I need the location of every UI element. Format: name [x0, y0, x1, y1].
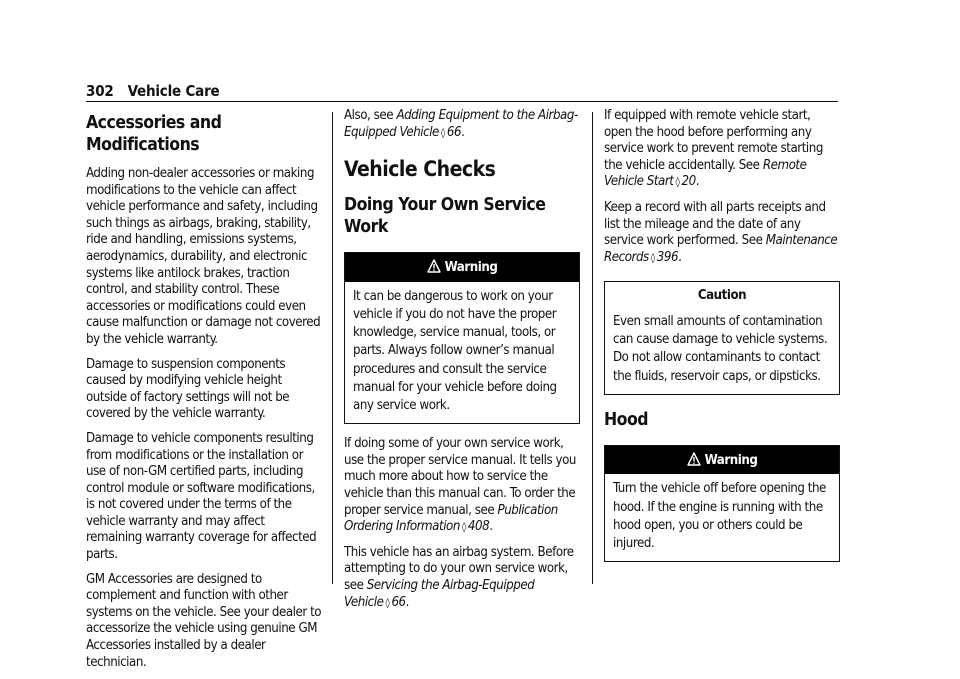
- page-reference-number[interactable]: 66: [446, 124, 462, 140]
- caution-title: Caution: [605, 282, 839, 307]
- column-divider-2: [592, 112, 593, 584]
- paragraph: Adding non-dealer accessories or making modifications to the vehicle can affect vehicle performance and safety, including such things as airbags, braking, stability, ride and handling, emissions systems, aerodynamics, durability, and electronic systems like antilock brakes, traction control, and stability control. These accessories or modifications could even cause malfunction or damage not covered by the vehicle warranty.: [86, 166, 321, 347]
- paragraph: Damage to suspension components caused by modifying vehicle height outside of factory settings will not be covered by the vehicle warranty.: [86, 356, 290, 422]
- page-reference-icon: ◊: [675, 177, 680, 189]
- cross-reference-link[interactable]: Publication Ordering Information: [344, 502, 558, 535]
- page-reference-icon: ◊: [650, 252, 655, 264]
- page-reference-number[interactable]: 408: [467, 519, 490, 535]
- cross-reference-link[interactable]: Remote Vehicle Start: [604, 157, 807, 190]
- paragraph: GM Accessories are designed to complement and function with other systems on the vehicle. See your dealer to accessorize the vehicle using genuine GM Accessories installed by a dealer technician.: [86, 571, 322, 670]
- caution-box: [604, 281, 840, 394]
- warning-triangle-icon: [687, 452, 701, 466]
- column-1: [86, 108, 322, 679]
- warning-title: Warning: [444, 260, 498, 276]
- section-title-hood: Hood: [604, 409, 649, 430]
- caution-text: Even small amounts of contamination can cause damage to vehicle systems. Do not allow contaminants to contact the fluids, reservoir caps, or dipsticks.: [613, 313, 828, 384]
- page-reference-number[interactable]: 20: [681, 174, 696, 190]
- column-divider-1: [332, 112, 333, 584]
- cross-reference-link[interactable]: Maintenance Records: [604, 233, 838, 265]
- page-reference-number[interactable]: 66: [391, 594, 406, 610]
- section-title-service-work: Doing Your Own Service Work: [344, 195, 546, 238]
- page-reference-icon: ◊: [461, 522, 466, 534]
- page-header: [86, 82, 219, 100]
- cross-reference-link[interactable]: Servicing the Airbag-Equipped Vehicle: [344, 577, 535, 610]
- section-title: Vehicle Care: [127, 82, 220, 100]
- column-2: [344, 108, 580, 620]
- warning-title: Warning: [704, 452, 758, 468]
- page-number: 302: [86, 82, 114, 100]
- header-rule: [86, 101, 838, 102]
- page-reference-icon: ◊: [440, 127, 445, 139]
- column-3: [604, 108, 840, 574]
- warning-box-hood: [604, 445, 840, 562]
- heading-accessories: Accessories and Modifications: [86, 113, 222, 155]
- paragraph: Keep a record with all parts receipts and list the mileage and the date of any service work performed. See Maintenance Records ◊ 396.: [604, 199, 838, 265]
- paragraph-also-see: Also, see Adding Equipment to the Airbag-Equipped Vehicle ◊ 66.: [344, 108, 578, 140]
- page-reference-icon: ◊: [385, 597, 390, 609]
- cross-reference-link[interactable]: Adding Equipment to the Airbag-Equipped Vehicle: [344, 108, 578, 140]
- paragraph: If equipped with remote vehicle start, open the hood before performing any service work to prevent remote starting the vehicle accidentally. See Remote Vehicle Start ◊ 20.: [604, 108, 823, 190]
- warning-triangle-icon: [427, 259, 441, 273]
- page-reference-number[interactable]: 396: [656, 249, 679, 265]
- paragraph: This vehicle has an airbag system. Before attempting to do your own service work, see Servicing the Airbag-Equipped Vehicle ◊ 66.: [344, 544, 574, 610]
- chapter-title: Vehicle Checks: [344, 157, 496, 182]
- warning-box: [344, 252, 580, 424]
- paragraph: If doing some of your own service work, use the proper service manual. It tells you much more about how to service the vehicle than this manual can. To order the proper service manual, see Publication Ordering Information ◊ 408.: [344, 436, 576, 535]
- warning-text: It can be dangerous to work on your vehicle if you do not have the proper knowledge, service manual, tools, or parts. Always follow owner’s manual procedures and consult the service manual for your vehicle before doing any service work.: [353, 288, 557, 413]
- warning-text: Turn the vehicle off before opening the hood. If the engine is running with the hood open, you or others could be injured.: [613, 481, 826, 551]
- warning-header: [605, 446, 839, 475]
- paragraph: Damage to vehicle components resulting from modifications or the installation or use of non-GM certified parts, including control module or software modifications, is not covered under the terms of the vehicle warranty and may affect remaining warranty coverage for affected parts.: [86, 430, 317, 563]
- warning-header: [345, 253, 579, 282]
